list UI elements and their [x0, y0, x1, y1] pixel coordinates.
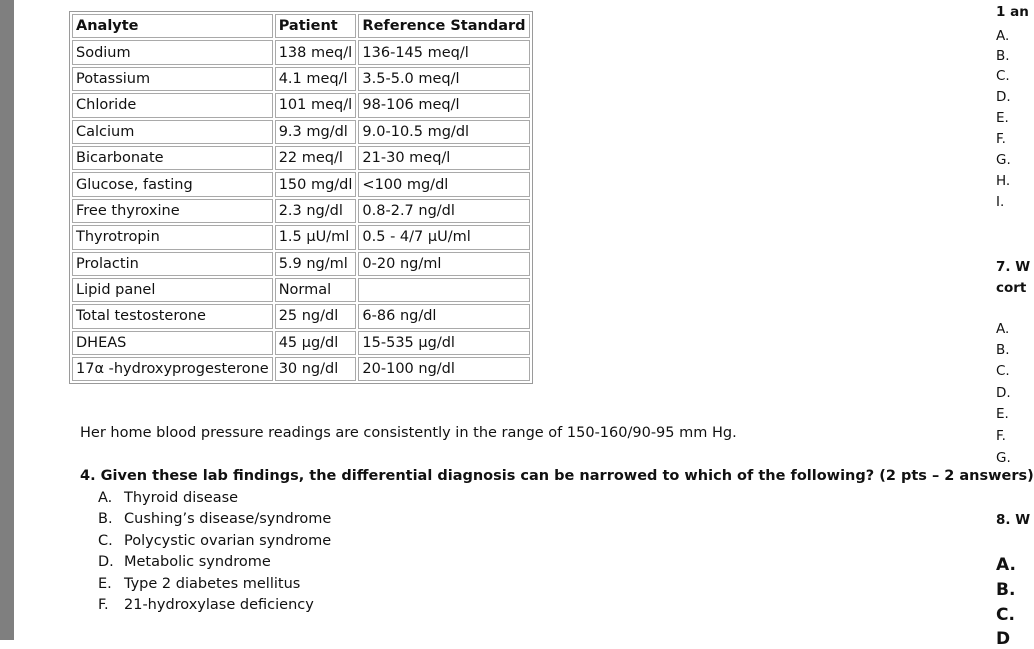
option-letter: E.	[98, 575, 112, 592]
analyte-cell: Potassium	[72, 67, 273, 91]
right-option-letter: D.	[996, 89, 1011, 105]
reference-cell: <100 mg/dl	[358, 172, 529, 196]
right-option-letter: C.	[996, 605, 1015, 625]
table-row	[72, 252, 530, 276]
right-option-letter: D	[996, 629, 1011, 649]
analyte-cell: Free thyroxine	[72, 199, 273, 223]
option-item[interactable]	[98, 574, 331, 595]
analyte-cell: Prolactin	[72, 252, 273, 276]
table-row	[72, 304, 530, 328]
option-item[interactable]	[98, 531, 331, 552]
right-question-fragment: 7. W	[996, 259, 1031, 275]
option-letter: D.	[98, 554, 114, 571]
reference-cell: 21-30 meq/l	[358, 146, 529, 170]
patient-cell: 22 meq/l	[275, 146, 357, 170]
reference-cell: 20-100 ng/dl	[358, 357, 529, 381]
reference-cell: 0.8-2.7 ng/dl	[358, 199, 529, 223]
patient-cell: 30 ng/dl	[275, 357, 357, 381]
table-row	[72, 67, 530, 91]
right-option-letter: H.	[996, 173, 1011, 189]
patient-cell: 2.3 ng/dl	[275, 199, 357, 223]
question-4-text: 4. Given these lab findings, the differential diagnosis can be narrowed to which of the following? (2 pts – 2 answers)	[80, 468, 1034, 484]
right-option-letter: B.	[996, 580, 1016, 600]
reference-cell: 3.5-5.0 meq/l	[358, 67, 529, 91]
option-text: Thyroid disease	[124, 490, 239, 506]
right-option-letter: D.	[996, 385, 1011, 401]
option-item[interactable]	[98, 488, 331, 509]
table-row	[72, 146, 530, 170]
right-option-letter: A.	[996, 321, 1010, 337]
patient-cell: 25 ng/dl	[275, 304, 357, 328]
right-option-letter: C.	[996, 68, 1010, 84]
table-row	[72, 357, 530, 381]
patient-cell: 1.5 µU/ml	[275, 225, 357, 249]
option-letter: B.	[98, 511, 113, 528]
analyte-cell: DHEAS	[72, 331, 273, 355]
right-option-letter: E.	[996, 110, 1009, 126]
right-question-fragment: 8. W	[996, 512, 1031, 528]
patient-cell: Normal	[275, 278, 357, 302]
analyte-cell: Sodium	[72, 40, 273, 64]
header-patient: Patient	[275, 14, 357, 38]
header-analyte: Analyte	[72, 14, 273, 38]
table-row	[72, 331, 530, 355]
right-option-letter: B.	[996, 342, 1010, 358]
right-question-fragment: 1 an	[996, 4, 1029, 20]
option-letter: F.	[98, 596, 109, 613]
patient-cell: 4.1 meq/l	[275, 67, 357, 91]
patient-cell: 5.9 ng/ml	[275, 252, 357, 276]
reference-cell: 98-106 meq/l	[358, 93, 529, 117]
analyte-cell: Total testosterone	[72, 304, 273, 328]
option-letter: A.	[98, 490, 113, 506]
analyte-cell: Thyrotropin	[72, 225, 273, 249]
option-item[interactable]	[98, 509, 331, 530]
table-row	[72, 120, 530, 144]
reference-cell	[358, 278, 529, 302]
reference-cell: 136-145 meq/l	[358, 40, 529, 64]
option-item[interactable]	[98, 552, 331, 573]
analyte-cell: Glucose, fasting	[72, 172, 273, 196]
option-text: Metabolic syndrome	[124, 554, 271, 571]
lab-results-table	[69, 11, 533, 384]
right-option-letter: C.	[996, 363, 1010, 379]
table-header-row	[72, 14, 530, 38]
option-text: Cushing’s disease/syndrome	[124, 511, 332, 528]
question-4-options	[98, 488, 331, 616]
table-row	[72, 172, 530, 196]
reference-cell: 6-86 ng/dl	[358, 304, 529, 328]
right-option-letter: E.	[996, 406, 1009, 422]
patient-cell: 138 meq/l	[275, 40, 357, 64]
table-row	[72, 225, 530, 249]
right-option-letter: F.	[996, 131, 1006, 147]
right-option-letter: A.	[996, 555, 1016, 575]
right-option-letter: G.	[996, 152, 1011, 168]
option-letter: C.	[98, 532, 113, 549]
analyte-cell: Calcium	[72, 120, 273, 144]
table-row	[72, 199, 530, 223]
option-text: Polycystic ovarian syndrome	[124, 532, 332, 549]
analyte-cell: Bicarbonate	[72, 146, 273, 170]
table-row	[72, 93, 530, 117]
table-row	[72, 40, 530, 64]
left-margin-bar	[0, 0, 14, 640]
option-text: 21-hydroxylase deficiency	[124, 596, 314, 613]
right-option-letter: G.	[996, 450, 1011, 466]
right-cropped-column	[996, 0, 1031, 649]
reference-cell: 0-20 ng/ml	[358, 252, 529, 276]
reference-cell: 9.0-10.5 mg/dl	[358, 120, 529, 144]
reference-cell: 0.5 - 4/7 µU/ml	[358, 225, 529, 249]
patient-cell: 45 µg/dl	[275, 331, 357, 355]
option-text: Type 2 diabetes mellitus	[124, 575, 301, 592]
reference-cell: 15-535 µg/dl	[358, 331, 529, 355]
patient-cell: 9.3 mg/dl	[275, 120, 357, 144]
right-option-letter: A.	[996, 28, 1010, 44]
header-reference: Reference Standard	[358, 14, 529, 38]
patient-cell: 150 mg/dl	[275, 172, 357, 196]
analyte-cell: Lipid panel	[72, 278, 273, 302]
analyte-cell: Chloride	[72, 93, 273, 117]
table-row	[72, 278, 530, 302]
analyte-cell: 17α -hydroxyprogesterone	[72, 357, 273, 381]
option-item[interactable]	[98, 595, 331, 616]
right-option-letter: I.	[996, 194, 1005, 210]
right-option-letter: B.	[996, 48, 1010, 64]
right-option-letter: F.	[996, 428, 1006, 444]
patient-cell: 101 meq/l	[275, 93, 357, 117]
blood-pressure-note: Her home blood pressure readings are consistently in the range of 150-160/90-95 mm Hg.	[80, 425, 737, 441]
right-question-fragment: cort	[996, 280, 1027, 296]
